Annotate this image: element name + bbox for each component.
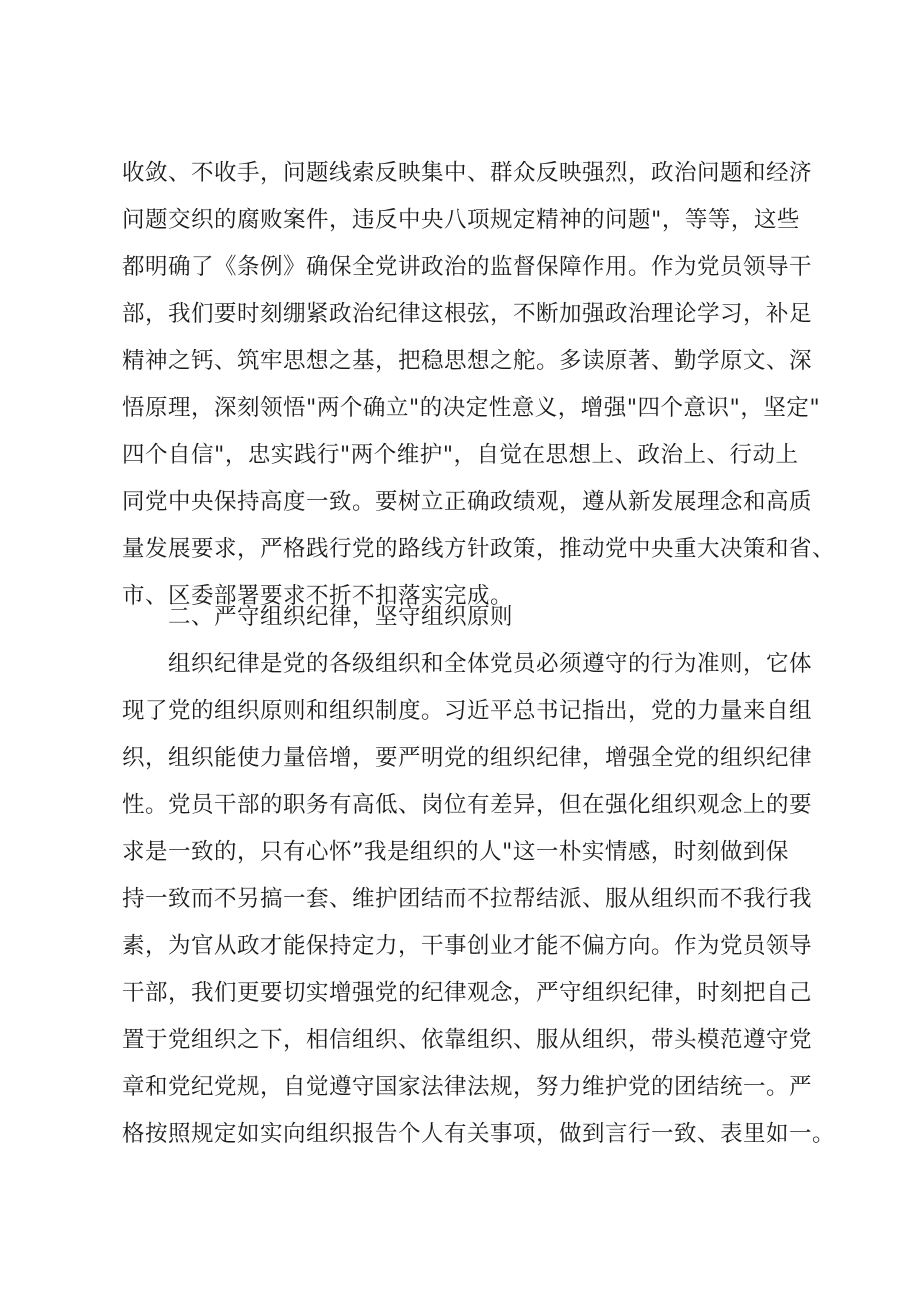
text-line: 求是一致的，只有心怀”我是组织的人"这一朴实情感，时刻做到保 [122, 839, 789, 865]
text-line: 置于党组织之下，相信组织、依靠组织、服从组织，带头模范遵守党 [122, 1027, 813, 1053]
text-line: 组织纪律是党的各级组织和全体党员必须遵守的行为准则，它体 [168, 651, 813, 677]
text-line: 都明确了《条例》确保全党讲政治的监督保障作用。作为党员领导干 [122, 254, 813, 280]
section-heading: 二、严守组织纪律，坚守组织原则 [168, 604, 514, 630]
paragraph-political-discipline [122, 150, 836, 620]
text-line: 干部，我们更要切实增强党的纪律观念，严守组织纪律，时刻把自己 [122, 980, 813, 1006]
text-line: 现了党的组织原则和组织制度。习近平总书记指出，党的力量来自组 [122, 698, 813, 724]
paragraph-organizational-discipline [122, 641, 836, 1158]
text-line: 市、区委部署要求不折不扣落实完成。 [122, 583, 514, 609]
text-line: 四个自信"，忠实践行"两个维护"，自觉在思想上、政治上、行动上 [122, 442, 799, 468]
text-line: 悟原理，深刻领悟"两个确立"的决定性意义，增强"四个意识"，坚定" [122, 395, 821, 421]
text-line: 收敛、不收手，问题线索反映集中、群众反映强烈，政治问题和经济 [122, 160, 813, 186]
text-line: 同党中央保持高度一致。要树立正确政绩观，遵从新发展理念和高质 [122, 489, 813, 515]
text-line: 持一致而不另搞一套、维护团结而不拉帮结派、服从组织而不我行我 [122, 886, 813, 912]
text-line: 织，组织能使力量倍增，要严明党的组织纪律，增强全党的组织纪律 [122, 745, 813, 771]
text-line: 量发展要求，严格践行党的路线方针政策，推动党中央重大决策和省、 [122, 536, 836, 562]
text-line: 问题交织的腐败案件，违反中央八项规定精神的问题"，等等，这些 [122, 207, 800, 233]
text-line: 精神之钙、筑牢思想之基，把稳思想之舵。多读原著、勤学原文、深 [122, 348, 813, 374]
text-line: 素，为官从政才能保持定力，干事创业才能不偏方向。作为党员领导 [122, 933, 813, 959]
text-line: 部，我们要时刻绷紧政治纪律这根弦，不断加强政治理论学习，补足 [122, 301, 813, 327]
text-line: 格按照规定如实向组织报告个人有关事项，做到言行一致、表里如一。 [122, 1121, 836, 1147]
text-line: 章和党纪党规，自觉遵守国家法律法规，努力维护党的团结统一。严 [122, 1074, 813, 1100]
text-line: 性。党员干部的职务有高低、岗位有差异，但在强化组织观念上的要 [122, 792, 813, 818]
